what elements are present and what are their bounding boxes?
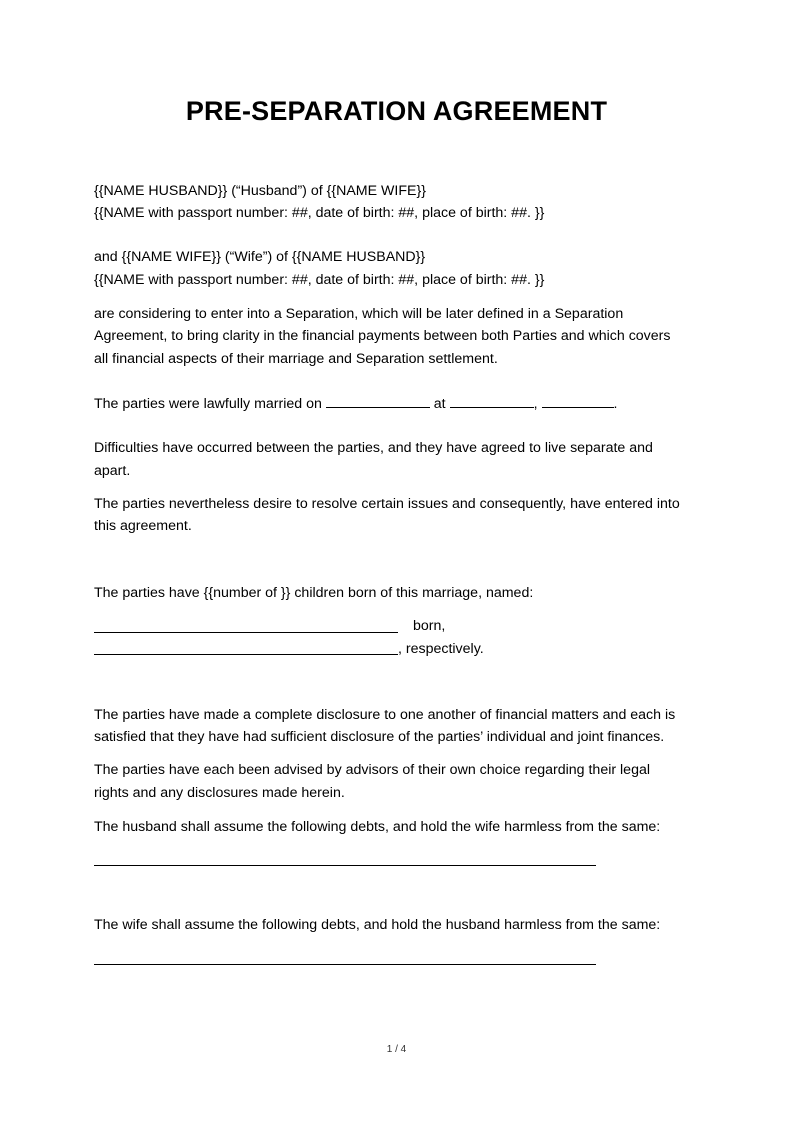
marriage-country-blank [542, 395, 614, 408]
party-wife-line: and {{NAME WIFE}} (“Wife”) of {{NAME HUSBAND}} [94, 249, 426, 265]
marriage-city-blank [450, 395, 534, 408]
disclosure-line-1: The parties have made a complete disclosure to one another of financial matters and each is [94, 707, 676, 723]
resolve-line-2: this agreement. [94, 518, 192, 534]
married-comma: , [533, 396, 538, 412]
wife-debts-line: The wife shall assume the following debts, and hold the husband harmless from the same: [94, 917, 661, 933]
party-husband-line: {{NAME HUSBAND}} (“Husband”) of {{NAME WIFE}} [94, 183, 426, 199]
page-number: 1 / 4 [386, 1044, 407, 1055]
intro-line-1: are considering to enter into a Separation, which will be later defined in a Separation [94, 306, 624, 322]
child-name-blank-2 [94, 654, 398, 655]
husband-debts-blank [94, 865, 596, 866]
advised-line-1: The parties have each been advised by advisors of their own choice regarding their legal [94, 762, 651, 778]
party-wife-details: {{NAME with passport number: ##, date of birth: ##, place of birth: ##. }} [94, 272, 545, 288]
resolve-line-1: The parties nevertheless desire to resolve certain issues and consequently, have entered into [94, 496, 680, 512]
born-label: born, [413, 618, 446, 634]
respectively-label: , respectively. [398, 641, 484, 657]
intro-line-2: Agreement, to bring clarity in the financial payments between both Parties and which covers [94, 328, 671, 344]
child-name-blank-1 [94, 632, 398, 633]
party-husband-details: {{NAME with passport number: ##, date of birth: ##, place of birth: ##. }} [94, 205, 545, 221]
advised-line-2: rights and any disclosures made herein. [94, 785, 345, 801]
difficulties-line-1: Difficulties have occurred between the parties, and they have agreed to live separate and [94, 440, 653, 456]
document-title: PRE-SEPARATION AGREEMENT [185, 96, 608, 126]
marriage-date-line [94, 393, 617, 415]
husband-debts-line: The husband shall assume the following debts, and hold the wife harmless from the same: [94, 819, 661, 835]
marriage-date-blank [326, 395, 430, 408]
children-line: The parties have {{number of }} children born of this marriage, named: [94, 585, 534, 601]
married-prefix: The parties were lawfully married on [94, 396, 322, 412]
married-period: . [613, 396, 618, 412]
intro-line-3: all financial aspects of their marriage and Separation settlement. [94, 351, 498, 367]
married-at: at [433, 396, 446, 412]
wife-debts-blank [94, 964, 596, 965]
disclosure-line-2: satisfied that they have had sufficient disclosure of the parties’ individual and joint finances. [94, 729, 665, 745]
difficulties-line-2: apart. [94, 463, 131, 479]
